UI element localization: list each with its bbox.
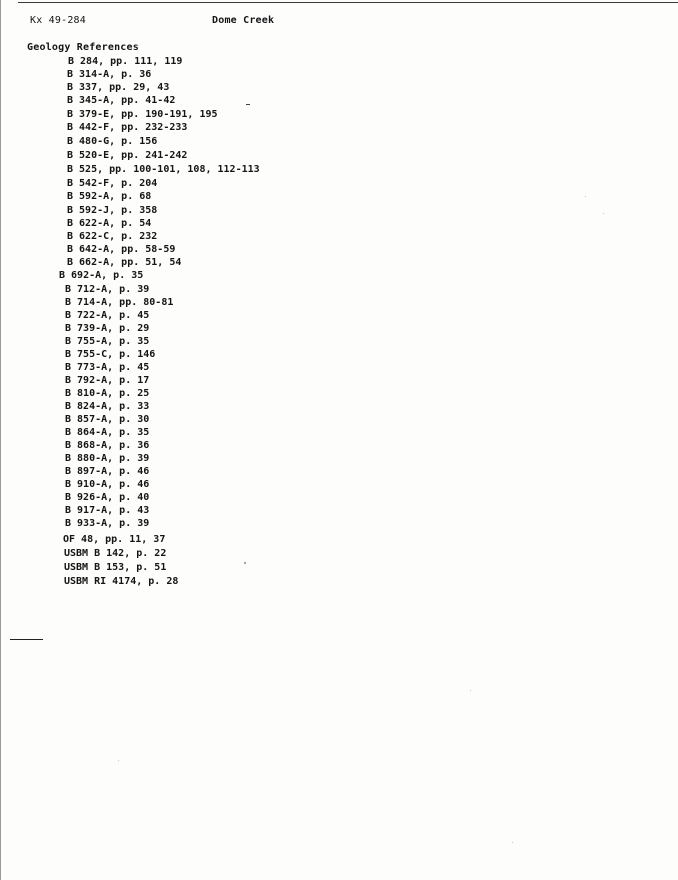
reference-item: B 642-A, pp. 58-59: [67, 244, 176, 255]
reference-item: B 933-A, p. 39: [65, 518, 150, 529]
page-left-edge: [0, 0, 1, 880]
reference-item: B 622-A, p. 54: [67, 218, 152, 229]
reference-item: B 917-A, p. 43: [65, 505, 150, 516]
reference-item: B 592-A, p. 68: [67, 191, 152, 202]
reference-item: B 622-C, p. 232: [67, 231, 158, 242]
reference-item: B 592-J, p. 358: [67, 205, 158, 216]
paper-speck: [470, 690, 471, 691]
reference-item: B 864-A, p. 35: [65, 427, 150, 438]
reference-item: OF 48, pp. 11, 37: [63, 534, 166, 545]
reference-item: B 337, pp. 29, 43: [67, 82, 170, 93]
margin-rule-line: [10, 639, 43, 640]
reference-item: B 792-A, p. 17: [65, 375, 150, 386]
reference-item: USBM RI 4174, p. 28: [64, 576, 179, 587]
paper-speck: [118, 760, 119, 761]
reference-item: B 314-A, p. 36: [67, 69, 152, 80]
paper-speck: [512, 842, 513, 843]
reference-item: B 480-G, p. 156: [67, 136, 158, 147]
paper-speck: [603, 213, 604, 214]
reference-item: B 926-A, p. 40: [65, 492, 150, 503]
place-name: Dome Creek: [212, 15, 275, 26]
reference-item: B 692-A, p. 35: [59, 270, 144, 281]
stray-pen-mark: [246, 104, 250, 105]
page-top-edge: [18, 2, 678, 3]
reference-item: B 442-F, pp. 232-233: [67, 122, 188, 133]
record-id: Kx 49-284: [30, 15, 86, 26]
reference-item: B 542-F, p. 204: [67, 178, 158, 189]
reference-item: B 897-A, p. 46: [65, 466, 150, 477]
reference-item: B 525, pp. 100-101, 108, 112-113: [67, 164, 260, 175]
reference-item: USBM B 142, p. 22: [64, 548, 167, 559]
paper-speck: [585, 196, 586, 197]
reference-item: B 810-A, p. 25: [65, 388, 150, 399]
reference-item: B 345-A, pp. 41-42: [67, 95, 176, 106]
reference-item: B 857-A, p. 30: [65, 414, 150, 425]
reference-item: B 712-A, p. 39: [65, 284, 150, 295]
reference-item: B 880-A, p. 39: [65, 453, 150, 464]
stray-dot-mark: [244, 562, 246, 564]
reference-item: B 714-A, pp. 80-81: [65, 297, 174, 308]
reference-item: B 755-C, p. 146: [65, 349, 156, 360]
reference-item: B 910-A, p. 46: [65, 479, 150, 490]
reference-item: B 722-A, p. 45: [65, 310, 150, 321]
reference-item: B 379-E, pp. 190-191, 195: [67, 109, 218, 120]
section-title: Geology References: [27, 42, 139, 53]
reference-item: B 739-A, p. 29: [65, 323, 150, 334]
reference-item: B 868-A, p. 36: [65, 440, 150, 451]
reference-item: B 284, pp. 111, 119: [68, 56, 183, 67]
reference-item: B 662-A, pp. 51, 54: [67, 257, 182, 268]
reference-item: USBM B 153, p. 51: [64, 562, 167, 573]
reference-item: B 520-E, pp. 241-242: [67, 150, 188, 161]
reference-item: B 755-A, p. 35: [65, 336, 150, 347]
reference-item: B 824-A, p. 33: [65, 401, 150, 412]
reference-item: B 773-A, p. 45: [65, 362, 150, 373]
